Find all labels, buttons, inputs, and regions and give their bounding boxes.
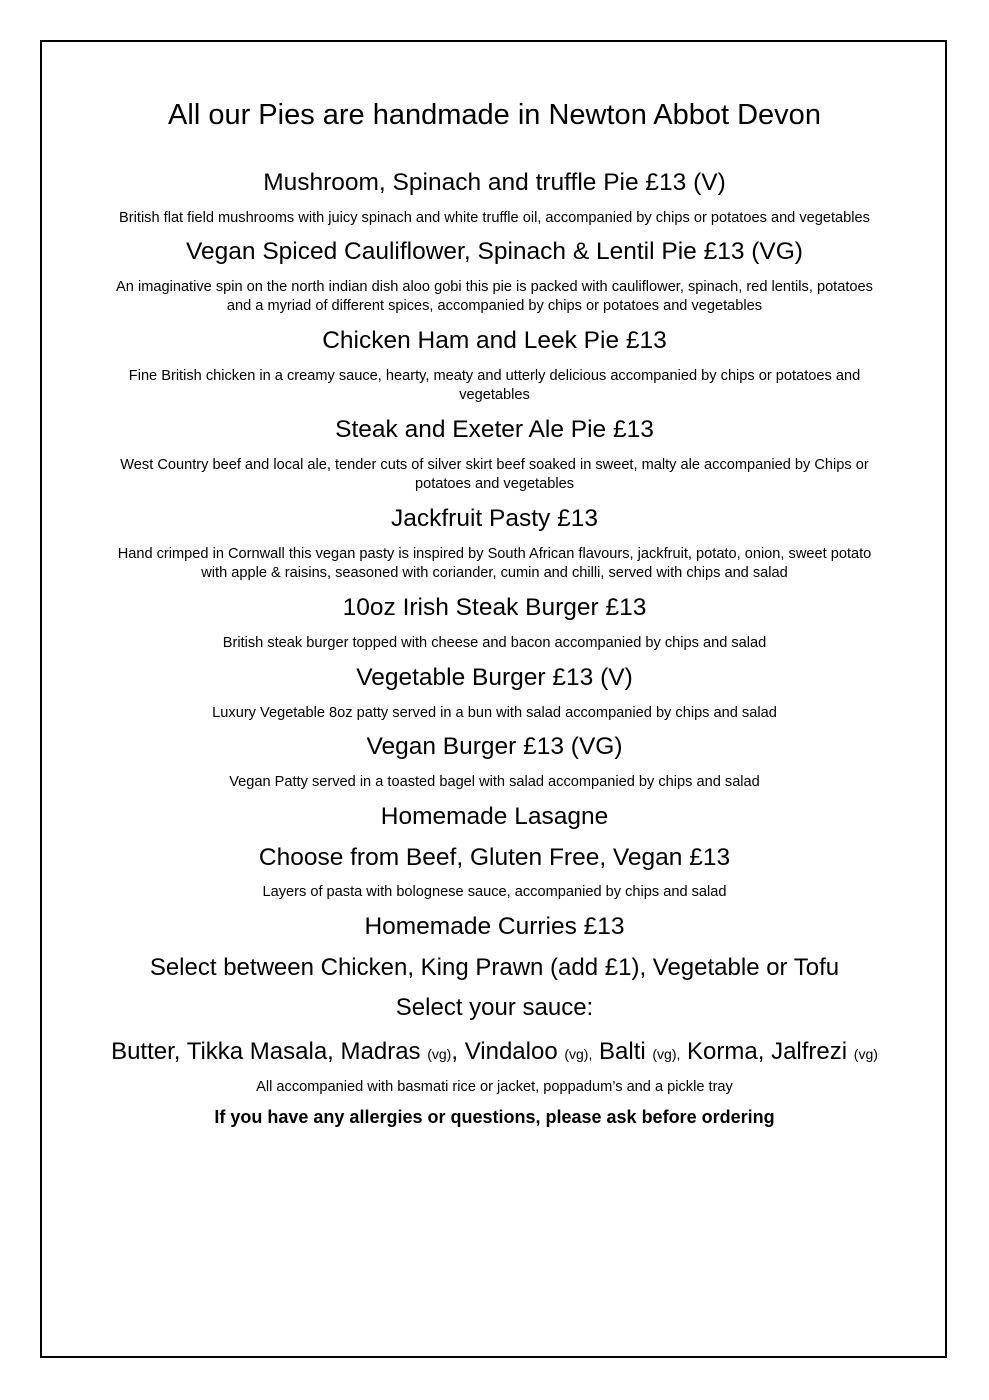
- sauce-jalfrezi-vegan-tag: (vg): [853, 1046, 878, 1062]
- curries-heading: Homemade Curries £13: [364, 913, 625, 940]
- item-heading-vegetable-burger: Vegetable Burger £13 (V): [356, 664, 633, 691]
- item-heading-jackfruit-pasty: Jackfruit Pasty £13: [391, 505, 598, 532]
- item-heading-steak-burger: 10oz Irish Steak Burger £13: [342, 594, 647, 621]
- sauce-separator-comma: ,: [451, 1038, 459, 1065]
- item-description-steak-pie-line2: potatoes and vegetables: [414, 476, 575, 492]
- item-heading-steak-pie: Steak and Exeter Ale Pie £13: [335, 416, 654, 443]
- curries-sauce-list: [40, 1039, 949, 1065]
- sauce-balti-vegan-tag: (vg),: [652, 1046, 681, 1062]
- sauce-jalfrezi: Jalfrezi: [771, 1038, 848, 1065]
- menu-title: All our Pies are handmade in Newton Abbot Devon: [168, 99, 821, 131]
- sauce-vindaloo: Vindaloo: [464, 1038, 558, 1065]
- sauce-madras-vegan-tag: (vg): [427, 1046, 452, 1062]
- item-description-vegan-burger: Vegan Patty served in a toasted bagel with salad accompanied by chips and salad: [229, 774, 760, 790]
- curries-accompaniment: All accompanied with basmati rice or jacket, poppadum’s and a pickle tray: [256, 1079, 733, 1095]
- curries-options: Select between Chicken, King Prawn (add £1), Vegetable or Tofu: [149, 954, 840, 981]
- item-description-steak-burger: British steak burger topped with cheese and bacon accompanied by chips and salad: [222, 635, 767, 651]
- allergy-note: If you have any allergies or questions, please ask before ordering: [214, 1107, 775, 1127]
- item-description-cauliflower-pie-line2: and a myriad of different spices, accompanied by chips or potatoes and vegetables: [226, 298, 763, 314]
- sauce-butter: Butter,: [111, 1038, 181, 1065]
- item-description-chicken-pie-line2: vegetables: [459, 387, 530, 403]
- item-heading-cauliflower-pie: Vegan Spiced Cauliflower, Spinach & Lentil Pie £13 (VG): [186, 238, 803, 265]
- item-description-mushroom-pie: British flat field mushrooms with juicy spinach and white truffle oil, accompanied by chips or potatoes and vegetables: [119, 210, 870, 226]
- item-description-chicken-pie-line1: Fine British chicken in a creamy sauce, hearty, meaty and utterly delicious accompanied by chips or potatoes and: [128, 368, 861, 384]
- sauce-madras: Madras: [340, 1038, 421, 1065]
- sauce-vindaloo-vegan-tag: (vg),: [564, 1046, 593, 1062]
- lasagne-description: Layers of pasta with bolognese sauce, accompanied by chips and salad: [262, 884, 727, 900]
- item-description-steak-pie-line1: West Country beef and local ale, tender cuts of silver skirt beef soaked in sweet, malty ale accompanied by Chips or: [120, 457, 869, 473]
- item-heading-mushroom-pie: Mushroom, Spinach and truffle Pie £13 (V): [263, 169, 726, 196]
- lasagne-options: Choose from Beef, Gluten Free, Vegan £13: [258, 844, 731, 871]
- curries-sauce-prompt: Select your sauce:: [395, 994, 594, 1021]
- item-description-jackfruit-pasty-line2: with apple & raisins, seasoned with coriander, cumin and chilli, served with chips and salad: [201, 565, 788, 581]
- item-description-vegetable-burger: Luxury Vegetable 8oz patty served in a bun with salad accompanied by chips and salad: [212, 705, 777, 721]
- item-description-cauliflower-pie-line1: An imaginative spin on the north indian dish aloo gobi this pie is packed with cauliflower, spinach, red lentils, potatoes: [116, 279, 873, 295]
- item-heading-vegan-burger: Vegan Burger £13 (VG): [366, 733, 623, 760]
- item-description-jackfruit-pasty-line1: Hand crimped in Cornwall this vegan pasty is inspired by South African flavours, jackfruit, potato, onion, sweet potato: [117, 546, 872, 562]
- sauce-tikka-masala: Tikka Masala,: [186, 1038, 334, 1065]
- sauce-korma: Korma,: [687, 1038, 765, 1065]
- sauce-balti: Balti: [599, 1038, 646, 1065]
- item-heading-chicken-pie: Chicken Ham and Leek Pie £13: [322, 327, 667, 354]
- lasagne-heading: Homemade Lasagne: [380, 803, 609, 830]
